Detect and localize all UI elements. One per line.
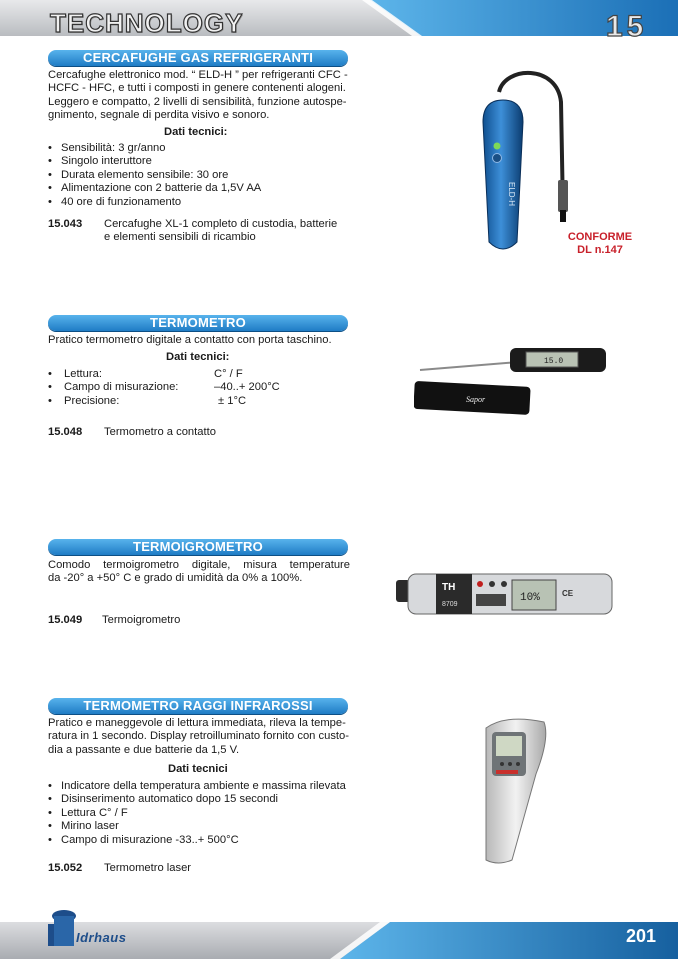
- list-item: • Lettura C° / F: [48, 807, 346, 820]
- desc-line: e elementi sensibili di ricambio: [104, 231, 256, 244]
- specs-heading: Dati tecnici:: [166, 351, 230, 363]
- list-item: • Sensibilità: 3 gr/anno: [48, 142, 261, 155]
- product-code: 15.052: [48, 862, 83, 874]
- thermohygrometer-image: [396, 570, 616, 620]
- spec-row: [48, 381, 348, 395]
- device-label: ELD-H: [507, 182, 516, 207]
- spec-value: –40..+ 200°C: [214, 381, 280, 393]
- termometro-intro: Pratico termometro digitale a contatto con porta taschino.: [48, 334, 332, 346]
- product-desc: [104, 218, 337, 245]
- desc-line: Cercafughe XL-1 completo di custodia, batterie: [104, 218, 338, 230]
- conforme-line: DL n.147: [577, 244, 623, 256]
- spec-row: [48, 368, 348, 382]
- intro-line: dia a passante e due batterie da 1,5 V.: [48, 743, 240, 756]
- intro-line: ratura in 1 secondo. Display retroilluminato fornito con custo-: [48, 730, 349, 743]
- list-item: • 40 ore di funzionamento: [48, 196, 261, 209]
- bullet: •: [48, 395, 52, 407]
- spec-label: Campo di misurazione:: [64, 381, 179, 393]
- conforme-line: CONFORME: [567, 231, 633, 243]
- product-code: 15.048: [48, 426, 83, 438]
- product-desc: Termometro laser: [104, 862, 192, 874]
- specs-heading: Dati tecnici:: [164, 126, 228, 138]
- spec-label: Lettura:: [64, 368, 102, 380]
- section-title-cercafughe: CERCAFUGHE GAS REFRIGERANTI: [48, 50, 348, 66]
- intro-line: da -20° a +50° C e grado di umidità da 0% a 100%.: [48, 572, 303, 585]
- cercafughe-intro: [48, 69, 350, 123]
- intro-line: Leggero e compatto, 2 livelli di sensibilità, funzione autospe-: [48, 95, 347, 108]
- intro-line: Comodo termoigrometro digitale, misura temperature: [48, 559, 350, 571]
- infrarossi-intro: [48, 717, 350, 757]
- section-title-termoigrometro: TERMOIGROMETRO: [48, 539, 348, 555]
- spec-value: C° / F: [214, 368, 243, 380]
- list-item: • Singolo interuttore: [48, 155, 261, 168]
- display-reading: 10%: [520, 592, 540, 604]
- device-model: 8709: [442, 601, 458, 608]
- intro-line: HCFC - HFC, e tutti i composti in genere contenenti alogeni.: [48, 82, 346, 95]
- ce-mark: CE: [562, 589, 574, 598]
- infrarossi-bullets: [48, 780, 346, 847]
- footer-logo: Idrhaus: [76, 930, 127, 945]
- product-code: 15.049: [48, 614, 83, 626]
- device-brand: TH: [442, 582, 456, 593]
- product-desc: Termometro a contatto: [104, 426, 216, 438]
- list-item: • Disinserimento automatico dopo 15 secondi: [48, 793, 346, 806]
- bullet: •: [48, 381, 52, 393]
- list-item: • Indicatore della temperatura ambiente e massima rilevata: [48, 780, 346, 793]
- infrared-thermometer-image: [466, 714, 556, 866]
- intro-line: Pratico e maneggevole di lettura immediata, rileva la tempe-: [48, 717, 346, 729]
- spec-row: [48, 395, 348, 409]
- specs-heading: Dati tecnici: [168, 763, 228, 775]
- conforme-note: [560, 231, 640, 257]
- intro-line: gnimento, segnale di perdita visivo e sonoro.: [48, 109, 270, 122]
- termoigrometro-intro: [48, 559, 350, 586]
- contact-thermometer-image: [414, 340, 614, 420]
- intro-line: Cercafughe elettronico mod. “ ELD-H ” per refrigeranti CFC -: [48, 69, 348, 81]
- chapter-number: 15: [606, 10, 648, 43]
- product-code: 15.043: [48, 218, 83, 230]
- bullet: •: [48, 368, 52, 380]
- section-title-infrarossi: TERMOMETRO RAGGI INFRAROSSI: [48, 698, 348, 714]
- spec-label: Precisione:: [64, 395, 120, 407]
- product-desc: Termoigrometro: [102, 614, 181, 626]
- section-title-termometro: TERMOMETRO: [48, 315, 348, 331]
- brand-title: TECHNOLOGY: [50, 8, 244, 38]
- list-item: • Mirino laser: [48, 820, 346, 833]
- list-item: • Alimentazione con 2 batterie da 1,5V AA: [48, 182, 261, 195]
- display-reading: 15.0: [544, 357, 564, 366]
- cercafughe-bullets: [48, 142, 261, 209]
- device-brand: Sapor: [466, 395, 486, 404]
- list-item: • Campo di misurazione -33..+ 500°C: [48, 834, 346, 847]
- spec-value: ± 1°C: [218, 395, 247, 407]
- page-number: 201: [626, 926, 657, 946]
- list-item: • Durata elemento sensibile: 30 ore: [48, 169, 261, 182]
